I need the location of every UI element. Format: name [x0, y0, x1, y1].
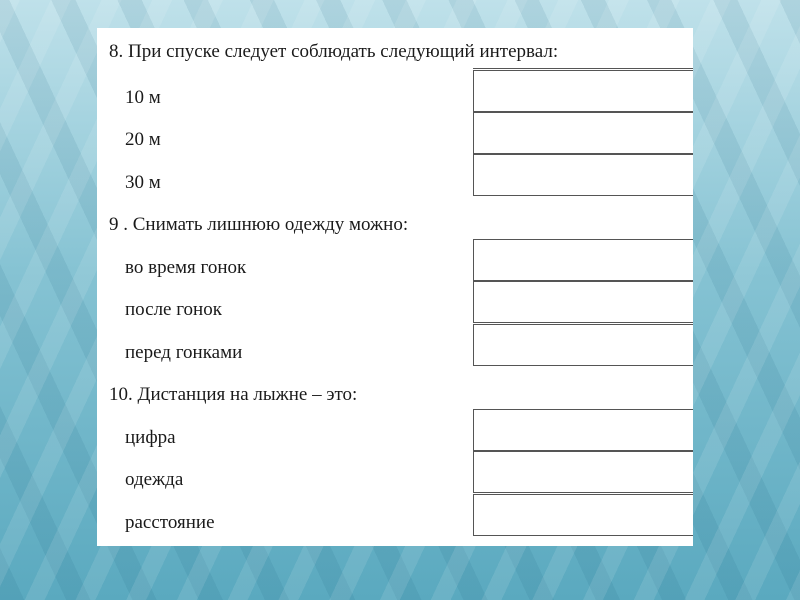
q10-option-2: одежда	[125, 469, 184, 490]
q8-answer-box-2[interactable]	[473, 112, 693, 154]
q8-option-2: 20 м	[125, 129, 161, 150]
q9-answer-box-2[interactable]	[473, 281, 693, 323]
quiz-slide	[97, 28, 693, 546]
q10-option-1: цифра	[125, 427, 176, 448]
q9-option-1: во время гонок	[125, 257, 247, 278]
q10-answer-box-1[interactable]	[473, 409, 693, 451]
q10-answer-box-3[interactable]	[473, 494, 693, 536]
q8-option-3: 30 м	[125, 172, 161, 193]
q8-answer-box-1[interactable]	[473, 70, 693, 112]
answer-header-line	[473, 68, 693, 69]
q10-answer-box-2[interactable]	[473, 451, 693, 493]
question-10: 10. Дистанция на лыжне – это:	[109, 384, 358, 405]
q9-answer-box-3[interactable]	[473, 324, 693, 366]
q8-answer-box-3[interactable]	[473, 154, 693, 196]
q8-option-1: 10 м	[125, 87, 161, 108]
question-8: 8. При спуске следует соблюдать следующий интервал:	[109, 41, 559, 62]
q10-option-3: расстояние	[125, 512, 215, 533]
question-9: 9 . Снимать лишнюю одежду можно:	[109, 214, 409, 235]
q9-option-3: перед гонками	[125, 342, 243, 363]
q9-option-2: после гонок	[125, 299, 222, 320]
q9-answer-box-1[interactable]	[473, 239, 693, 281]
